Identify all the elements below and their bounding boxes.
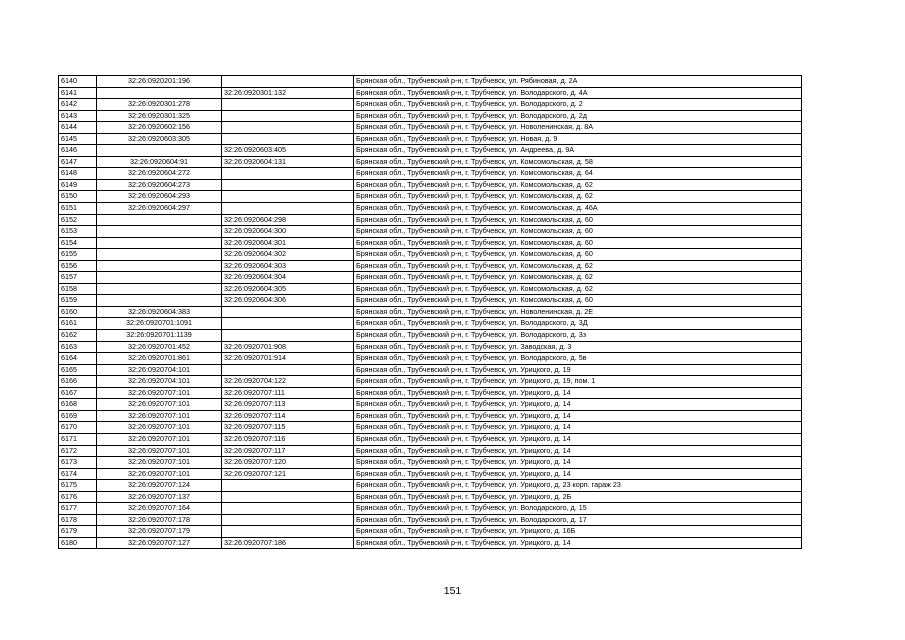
row-number-cell: 6148 bbox=[59, 168, 97, 180]
row-number-cell: 6171 bbox=[59, 433, 97, 445]
cadastral-number-cell bbox=[97, 272, 222, 284]
row-number-cell: 6151 bbox=[59, 203, 97, 215]
address-cell: Брянская обл., Трубчевский р-н, г. Трубчевск, ул. Володарского, д. 3Д bbox=[354, 318, 802, 330]
related-cadastral-number-cell: 32:26:0920604:302 bbox=[222, 249, 354, 261]
table-row bbox=[59, 318, 802, 330]
related-cadastral-number-cell bbox=[222, 480, 354, 492]
row-number-cell: 6159 bbox=[59, 295, 97, 307]
address-cell: Брянская обл., Трубчевский р-н, г. Трубчевск, ул. Рябиновая, д. 2А bbox=[354, 76, 802, 88]
address-cell: Брянская обл., Трубчевский р-н, г. Трубчевск, ул. Комсомольская, д. 60 bbox=[354, 214, 802, 226]
related-cadastral-number-cell bbox=[222, 203, 354, 215]
cadastral-number-cell: 32:26:0920603:305 bbox=[97, 133, 222, 145]
address-cell: Брянская обл., Трубчевский р-н, г. Трубчевск, ул. Урицкого, д. 19 bbox=[354, 364, 802, 376]
cadastral-number-cell: 32:26:0920707:101 bbox=[97, 457, 222, 469]
table-row bbox=[59, 514, 802, 526]
cadastral-number-cell: 32:26:0920604:91 bbox=[97, 156, 222, 168]
row-number-cell: 6147 bbox=[59, 156, 97, 168]
address-cell: Брянская обл., Трубчевский р-н, г. Трубчевск, ул. Урицкого, д. 14 bbox=[354, 537, 802, 549]
cadastral-number-cell bbox=[97, 145, 222, 157]
address-cell: Брянская обл., Трубчевский р-н, г. Трубчевск, ул. Комсомольская, д. 60 bbox=[354, 226, 802, 238]
cadastral-number-cell: 32:26:0920707:101 bbox=[97, 387, 222, 399]
address-cell: Брянская обл., Трубчевский р-н, г. Трубчевск, ул. Комсомольская, д. 62 bbox=[354, 191, 802, 203]
address-cell: Брянская обл., Трубчевский р-н, г. Трубчевск, ул. Новоленинская, д. 8А bbox=[354, 122, 802, 134]
related-cadastral-number-cell: 32:26:0920604:304 bbox=[222, 272, 354, 284]
row-number-cell: 6155 bbox=[59, 249, 97, 261]
cadastral-number-cell: 32:26:0920604:272 bbox=[97, 168, 222, 180]
address-cell: Брянская обл., Трубчевский р-н, г. Трубчевск, ул. Андреева, д. 9А bbox=[354, 145, 802, 157]
related-cadastral-number-cell: 32:26:0920701:908 bbox=[222, 341, 354, 353]
address-cell: Брянская обл., Трубчевский р-н, г. Трубчевск, ул. Володарского, д. 17 bbox=[354, 514, 802, 526]
cadastral-number-cell: 32:26:0920707:137 bbox=[97, 491, 222, 503]
address-cell: Брянская обл., Трубчевский р-н, г. Трубчевск, ул. Урицкого, д. 14 bbox=[354, 387, 802, 399]
table-row bbox=[59, 191, 802, 203]
cadastral-number-cell: 32:26:0920701:1139 bbox=[97, 330, 222, 342]
table-row bbox=[59, 87, 802, 99]
related-cadastral-number-cell: 32:26:0920707:115 bbox=[222, 422, 354, 434]
row-number-cell: 6179 bbox=[59, 526, 97, 538]
related-cadastral-number-cell: 32:26:0920707:117 bbox=[222, 445, 354, 457]
row-number-cell: 6177 bbox=[59, 503, 97, 515]
table-body bbox=[59, 76, 802, 549]
address-cell: Брянская обл., Трубчевский р-н, г. Трубчевск, ул. Комсомольская, д. 60 bbox=[354, 237, 802, 249]
cadastral-number-cell: 32:26:0920707:101 bbox=[97, 468, 222, 480]
address-cell: Брянская обл., Трубчевский р-н, г. Трубчевск, ул. Урицкого, д. 19, пом. 1 bbox=[354, 376, 802, 388]
address-cell: Брянская обл., Трубчевский р-н, г. Трубчевск, ул. Урицкого, д. 14 bbox=[354, 445, 802, 457]
table-row bbox=[59, 376, 802, 388]
row-number-cell: 6176 bbox=[59, 491, 97, 503]
cadastral-number-cell: 32:26:0920301:325 bbox=[97, 110, 222, 122]
cadastral-number-cell: 32:26:0920604:273 bbox=[97, 179, 222, 191]
row-number-cell: 6144 bbox=[59, 122, 97, 134]
related-cadastral-number-cell: 32:26:0920707:120 bbox=[222, 457, 354, 469]
cadastral-number-cell bbox=[97, 87, 222, 99]
cadastral-number-cell: 32:26:0920701:1091 bbox=[97, 318, 222, 330]
table-row bbox=[59, 226, 802, 238]
related-cadastral-number-cell: 32:26:0920707:111 bbox=[222, 387, 354, 399]
row-number-cell: 6172 bbox=[59, 445, 97, 457]
cadastral-number-cell: 32:26:0920707:101 bbox=[97, 399, 222, 411]
related-cadastral-number-cell: 32:26:0920604:303 bbox=[222, 260, 354, 272]
address-cell: Брянская обл., Трубчевский р-н, г. Трубчевск, ул. Урицкого, д. 14 bbox=[354, 468, 802, 480]
address-cell: Брянская обл., Трубчевский р-н, г. Трубчевск, ул. Володарского, д. 4А bbox=[354, 87, 802, 99]
table-row bbox=[59, 283, 802, 295]
table-row bbox=[59, 122, 802, 134]
cadastral-number-cell: 32:26:0920604:297 bbox=[97, 203, 222, 215]
cadastral-number-cell: 32:26:0920704:101 bbox=[97, 376, 222, 388]
row-number-cell: 6169 bbox=[59, 410, 97, 422]
address-cell: Брянская обл., Трубчевский р-н, г. Трубчевск, ул. Комсомольская, д. 62 bbox=[354, 283, 802, 295]
address-cell: Брянская обл., Трубчевский р-н, г. Трубчевск, ул. Володарского, д. 2д bbox=[354, 110, 802, 122]
address-cell: Брянская обл., Трубчевский р-н, г. Трубчевск, ул. Урицкого, д. 14 bbox=[354, 410, 802, 422]
table-row bbox=[59, 491, 802, 503]
address-cell: Брянская обл., Трубчевский р-н, г. Трубчевск, ул. Володарского, д. 3з bbox=[354, 330, 802, 342]
related-cadastral-number-cell bbox=[222, 133, 354, 145]
address-cell: Брянская обл., Трубчевский р-н, г. Трубчевск, ул. Урицкого, д. 23 корп. гараж 23 bbox=[354, 480, 802, 492]
table-row bbox=[59, 295, 802, 307]
cadastral-number-cell bbox=[97, 260, 222, 272]
table-row bbox=[59, 468, 802, 480]
related-cadastral-number-cell: 32:26:0920604:306 bbox=[222, 295, 354, 307]
row-number-cell: 6174 bbox=[59, 468, 97, 480]
cadastral-number-cell: 32:26:0920604:383 bbox=[97, 306, 222, 318]
row-number-cell: 6160 bbox=[59, 306, 97, 318]
address-cell: Брянская обл., Трубчевский р-н, г. Трубчевск, ул. Комсомольская, д. 62 bbox=[354, 260, 802, 272]
related-cadastral-number-cell: 32:26:0920707:186 bbox=[222, 537, 354, 549]
address-cell: Брянская обл., Трубчевский р-н, г. Трубчевск, ул. Урицкого, д. 16Б bbox=[354, 526, 802, 538]
row-number-cell: 6140 bbox=[59, 76, 97, 88]
related-cadastral-number-cell bbox=[222, 306, 354, 318]
address-cell: Брянская обл., Трубчевский р-н, г. Трубчевск, ул. Новоленинская, д. 2Е bbox=[354, 306, 802, 318]
related-cadastral-number-cell: 32:26:0920604:301 bbox=[222, 237, 354, 249]
address-cell: Брянская обл., Трубчевский р-н, г. Трубчевск, ул. Комсомольская, д. 46А bbox=[354, 203, 802, 215]
row-number-cell: 6143 bbox=[59, 110, 97, 122]
cadastral-number-cell: 32:26:0920707:101 bbox=[97, 410, 222, 422]
row-number-cell: 6157 bbox=[59, 272, 97, 284]
table-row bbox=[59, 306, 802, 318]
related-cadastral-number-cell: 32:26:0920603:405 bbox=[222, 145, 354, 157]
cadastral-number-cell: 32:26:0920201:196 bbox=[97, 76, 222, 88]
table-row bbox=[59, 214, 802, 226]
related-cadastral-number-cell bbox=[222, 99, 354, 111]
address-cell: Брянская обл., Трубчевский р-н, г. Трубчевск, ул. Володарского, д. 5в bbox=[354, 353, 802, 365]
table-row bbox=[59, 503, 802, 515]
row-number-cell: 6163 bbox=[59, 341, 97, 353]
cadastral-number-cell bbox=[97, 226, 222, 238]
table-row bbox=[59, 272, 802, 284]
related-cadastral-number-cell: 32:26:0920604:300 bbox=[222, 226, 354, 238]
related-cadastral-number-cell bbox=[222, 110, 354, 122]
address-cell: Брянская обл., Трубчевский р-н, г. Трубчевск, ул. Урицкого, д. 14 bbox=[354, 399, 802, 411]
cadastral-number-cell: 32:26:0920701:861 bbox=[97, 353, 222, 365]
row-number-cell: 6158 bbox=[59, 283, 97, 295]
related-cadastral-number-cell bbox=[222, 122, 354, 134]
related-cadastral-number-cell: 32:26:0920707:121 bbox=[222, 468, 354, 480]
row-number-cell: 6166 bbox=[59, 376, 97, 388]
cadastral-number-cell: 32:26:0920602:156 bbox=[97, 122, 222, 134]
cadastral-number-cell bbox=[97, 249, 222, 261]
related-cadastral-number-cell bbox=[222, 318, 354, 330]
address-cell: Брянская обл., Трубчевский р-н, г. Трубчевск, ул. Комсомольская, д. 60 bbox=[354, 249, 802, 261]
property-registry-table bbox=[58, 75, 802, 549]
row-number-cell: 6180 bbox=[59, 537, 97, 549]
address-cell: Брянская обл., Трубчевский р-н, г. Трубчевск, ул. Комсомольская, д. 62 bbox=[354, 272, 802, 284]
related-cadastral-number-cell: 32:26:0920604:298 bbox=[222, 214, 354, 226]
related-cadastral-number-cell: 32:26:0920604:131 bbox=[222, 156, 354, 168]
cadastral-number-cell: 32:26:0920707:178 bbox=[97, 514, 222, 526]
table-row bbox=[59, 341, 802, 353]
row-number-cell: 6146 bbox=[59, 145, 97, 157]
row-number-cell: 6165 bbox=[59, 364, 97, 376]
related-cadastral-number-cell: 32:26:0920707:114 bbox=[222, 410, 354, 422]
related-cadastral-number-cell: 32:26:0920707:113 bbox=[222, 399, 354, 411]
address-cell: Брянская обл., Трубчевский р-н, г. Трубчевск, ул. Урицкого, д. 14 bbox=[354, 422, 802, 434]
row-number-cell: 6175 bbox=[59, 480, 97, 492]
row-number-cell: 6161 bbox=[59, 318, 97, 330]
address-cell: Брянская обл., Трубчевский р-н, г. Трубчевск, ул. Урицкого, д. 14 bbox=[354, 433, 802, 445]
table-row bbox=[59, 445, 802, 457]
cadastral-number-cell bbox=[97, 295, 222, 307]
table-row bbox=[59, 145, 802, 157]
cadastral-number-cell: 32:26:0920704:101 bbox=[97, 364, 222, 376]
table-row bbox=[59, 422, 802, 434]
row-number-cell: 6170 bbox=[59, 422, 97, 434]
related-cadastral-number-cell bbox=[222, 491, 354, 503]
row-number-cell: 6150 bbox=[59, 191, 97, 203]
address-cell: Брянская обл., Трубчевский р-н, г. Трубчевск, ул. Урицкого, д. 14 bbox=[354, 457, 802, 469]
cadastral-number-cell: 32:26:0920301:278 bbox=[97, 99, 222, 111]
related-cadastral-number-cell bbox=[222, 503, 354, 515]
table-row bbox=[59, 237, 802, 249]
address-cell: Брянская обл., Трубчевский р-н, г. Трубчевск, ул. Новая, д. 9 bbox=[354, 133, 802, 145]
address-cell: Брянская обл., Трубчевский р-н, г. Трубчевск, ул. Урицкого, д. 2Б bbox=[354, 491, 802, 503]
related-cadastral-number-cell bbox=[222, 514, 354, 526]
table-row bbox=[59, 480, 802, 492]
related-cadastral-number-cell bbox=[222, 191, 354, 203]
row-number-cell: 6141 bbox=[59, 87, 97, 99]
row-number-cell: 6154 bbox=[59, 237, 97, 249]
table-row bbox=[59, 330, 802, 342]
cadastral-number-cell: 32:26:0920604:293 bbox=[97, 191, 222, 203]
table-row bbox=[59, 364, 802, 376]
cadastral-number-cell bbox=[97, 214, 222, 226]
cadastral-number-cell bbox=[97, 237, 222, 249]
row-number-cell: 6153 bbox=[59, 226, 97, 238]
address-cell: Брянская обл., Трубчевский р-н, г. Трубчевск, ул. Комсомольская, д. 58 bbox=[354, 156, 802, 168]
related-cadastral-number-cell bbox=[222, 76, 354, 88]
cadastral-number-cell: 32:26:0920707:101 bbox=[97, 433, 222, 445]
table-row bbox=[59, 410, 802, 422]
address-cell: Брянская обл., Трубчевский р-н, г. Трубчевск, ул. Комсомольская, д. 60 bbox=[354, 295, 802, 307]
table-row bbox=[59, 99, 802, 111]
table-row bbox=[59, 110, 802, 122]
row-number-cell: 6162 bbox=[59, 330, 97, 342]
table-row bbox=[59, 76, 802, 88]
related-cadastral-number-cell bbox=[222, 330, 354, 342]
row-number-cell: 6145 bbox=[59, 133, 97, 145]
related-cadastral-number-cell bbox=[222, 168, 354, 180]
cadastral-number-cell: 32:26:0920701:452 bbox=[97, 341, 222, 353]
address-cell: Брянская обл., Трубчевский р-н, г. Трубчевск, ул. Комсомольская, д. 62 bbox=[354, 179, 802, 191]
table-row bbox=[59, 537, 802, 549]
related-cadastral-number-cell bbox=[222, 364, 354, 376]
row-number-cell: 6156 bbox=[59, 260, 97, 272]
address-cell: Брянская обл., Трубчевский р-н, г. Трубчевск, ул. Володарского, д. 15 bbox=[354, 503, 802, 515]
cadastral-number-cell: 32:26:0920707:101 bbox=[97, 445, 222, 457]
table-row bbox=[59, 249, 802, 261]
address-cell: Брянская обл., Трубчевский р-н, г. Трубчевск, ул. Заводская, д. 3 bbox=[354, 341, 802, 353]
address-cell: Брянская обл., Трубчевский р-н, г. Трубчевск, ул. Володарского, д. 2 bbox=[354, 99, 802, 111]
related-cadastral-number-cell: 32:26:0920704:122 bbox=[222, 376, 354, 388]
row-number-cell: 6173 bbox=[59, 457, 97, 469]
row-number-cell: 6168 bbox=[59, 399, 97, 411]
table-row bbox=[59, 526, 802, 538]
table-row bbox=[59, 399, 802, 411]
table-row bbox=[59, 353, 802, 365]
table-row bbox=[59, 203, 802, 215]
table-row bbox=[59, 156, 802, 168]
related-cadastral-number-cell bbox=[222, 526, 354, 538]
table-row bbox=[59, 179, 802, 191]
table-row bbox=[59, 457, 802, 469]
table-row bbox=[59, 168, 802, 180]
row-number-cell: 6152 bbox=[59, 214, 97, 226]
cadastral-number-cell: 32:26:0920707:127 bbox=[97, 537, 222, 549]
cadastral-number-cell: 32:26:0920707:164 bbox=[97, 503, 222, 515]
related-cadastral-number-cell: 32:26:0920301:132 bbox=[222, 87, 354, 99]
table-row bbox=[59, 133, 802, 145]
table-row bbox=[59, 387, 802, 399]
related-cadastral-number-cell: 32:26:0920707:116 bbox=[222, 433, 354, 445]
related-cadastral-number-cell: 32:26:0920604:305 bbox=[222, 283, 354, 295]
row-number-cell: 6167 bbox=[59, 387, 97, 399]
related-cadastral-number-cell: 32:26:0920701:914 bbox=[222, 353, 354, 365]
cadastral-number-cell: 32:26:0920707:179 bbox=[97, 526, 222, 538]
cadastral-number-cell: 32:26:0920707:101 bbox=[97, 422, 222, 434]
row-number-cell: 6164 bbox=[59, 353, 97, 365]
page-number: 151 bbox=[443, 585, 462, 597]
cadastral-number-cell: 32:26:0920707:124 bbox=[97, 480, 222, 492]
row-number-cell: 6149 bbox=[59, 179, 97, 191]
row-number-cell: 6142 bbox=[59, 99, 97, 111]
table-row bbox=[59, 433, 802, 445]
cadastral-number-cell bbox=[97, 283, 222, 295]
related-cadastral-number-cell bbox=[222, 179, 354, 191]
row-number-cell: 6178 bbox=[59, 514, 97, 526]
address-cell: Брянская обл., Трубчевский р-н, г. Трубчевск, ул. Комсомольская, д. 64 bbox=[354, 168, 802, 180]
table-row bbox=[59, 260, 802, 272]
